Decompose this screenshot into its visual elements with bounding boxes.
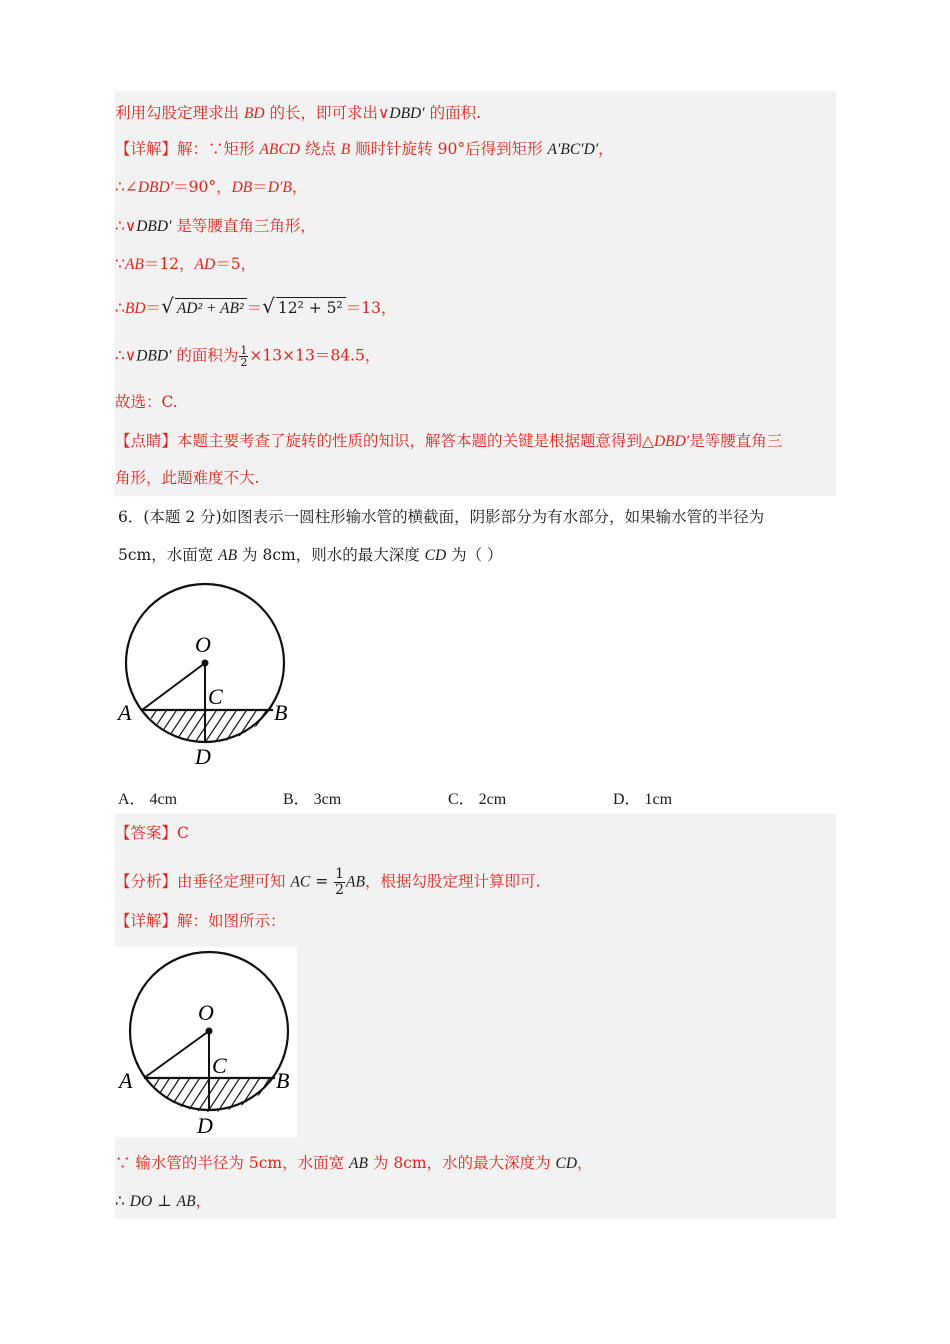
label-o: O [195,632,211,657]
question-line-1: 6．(本题 2 分)如图表示一圆柱形输水管的横截面，阴影部分为有水部分，如果输水管的半径为 [118,508,765,526]
solution-line-4: ∴∨DBD′ 是等腰直角三角形， [115,217,316,235]
label-c: C [212,1053,227,1078]
label-c: C [208,684,223,709]
step-line-2: ∴ DO ⊥ AB， [115,1192,212,1210]
solution-line-2: 【详解】解：∵矩形 ABCD 绕点 B 顺时针旋转 90°后得到矩形 A′BC′D′， [115,140,614,158]
label-b: B [274,700,288,725]
solution-line-7: ∴∨DBD′ 的面积为 $\frac{1}{2}$ ×13×13＝84.5， [115,344,381,369]
detail-tag: 【详解】 [115,140,178,158]
solution-line-5: ∵AB＝12，AD＝5， [115,255,257,273]
radicand-2: 12² + 5² [276,297,346,318]
solution-line-9: 【点睛】本题主要考查了旋转的性质的知识，解答本题的关键是根据题意得到△DBD′是等腰直角三 [115,432,783,450]
step-line-1: ∵ 输水管的半径为 5cm，水面宽 AB 为 8cm，水的最大深度为 CD， [115,1154,593,1172]
analysis-tag: 【分析】 [115,872,178,891]
label-a: A [119,1068,133,1093]
solution-line-8: 故选：C. [115,393,178,411]
radical-sign: √ [262,294,275,318]
radicand-1: AD² + AB² [175,298,247,319]
solution-line-10: 角形，此题难度不大. [115,469,260,487]
center-point-o [202,660,209,667]
solution-line-1: 利用勾股定理求出 BD 的长，即可求出∨DBD′ 的面积. [115,104,481,122]
label-d: D [197,1113,213,1137]
center-point-o [206,1028,213,1035]
pipe-cross-section-figure-2 [115,947,297,1137]
remark-tag: 【点睛】 [115,432,178,450]
label-d: D [195,744,211,769]
label-a: A [118,700,132,725]
solution-line-3: ∴∠DBD′＝90°，DB＝D′B， [115,178,308,196]
detail-line: 【详解】解：如图所示： [115,912,286,930]
analysis-line: 【分析】由垂径定理可知 AC = $\frac{1}{2}$ AB，根据勾股定理计算即可. [115,866,541,898]
question-line-2: 5cm，水面宽 AB 为 8cm，则水的最大深度 CD 为（ ） [118,546,503,564]
label-o: O [198,1000,214,1025]
solution-line-6: ∴BD＝√ AD² + AB² ＝√ 12² + 5² ＝13， [115,294,397,318]
answer-tag: 【答案】 [115,824,178,842]
solution-block-2 [115,814,836,1219]
label-b: B [276,1068,290,1093]
option-a[interactable]: A． 4cm [118,791,178,808]
solution-block-1 [115,91,836,496]
fraction-half: $\frac{1}{2}$ [335,866,345,898]
option-b[interactable]: B． 3cm [283,791,342,808]
radical-sign: √ [161,294,174,318]
answer-line: 【答案】C [115,824,189,842]
option-d[interactable]: D． 1cm [613,791,673,808]
fraction-half: $\frac{1}{2}$ [240,344,248,369]
segment-oa [142,663,205,710]
detail-tag: 【详解】 [115,912,178,930]
pipe-cross-section-figure [110,580,310,775]
option-c[interactable]: C． 2cm [448,791,507,808]
